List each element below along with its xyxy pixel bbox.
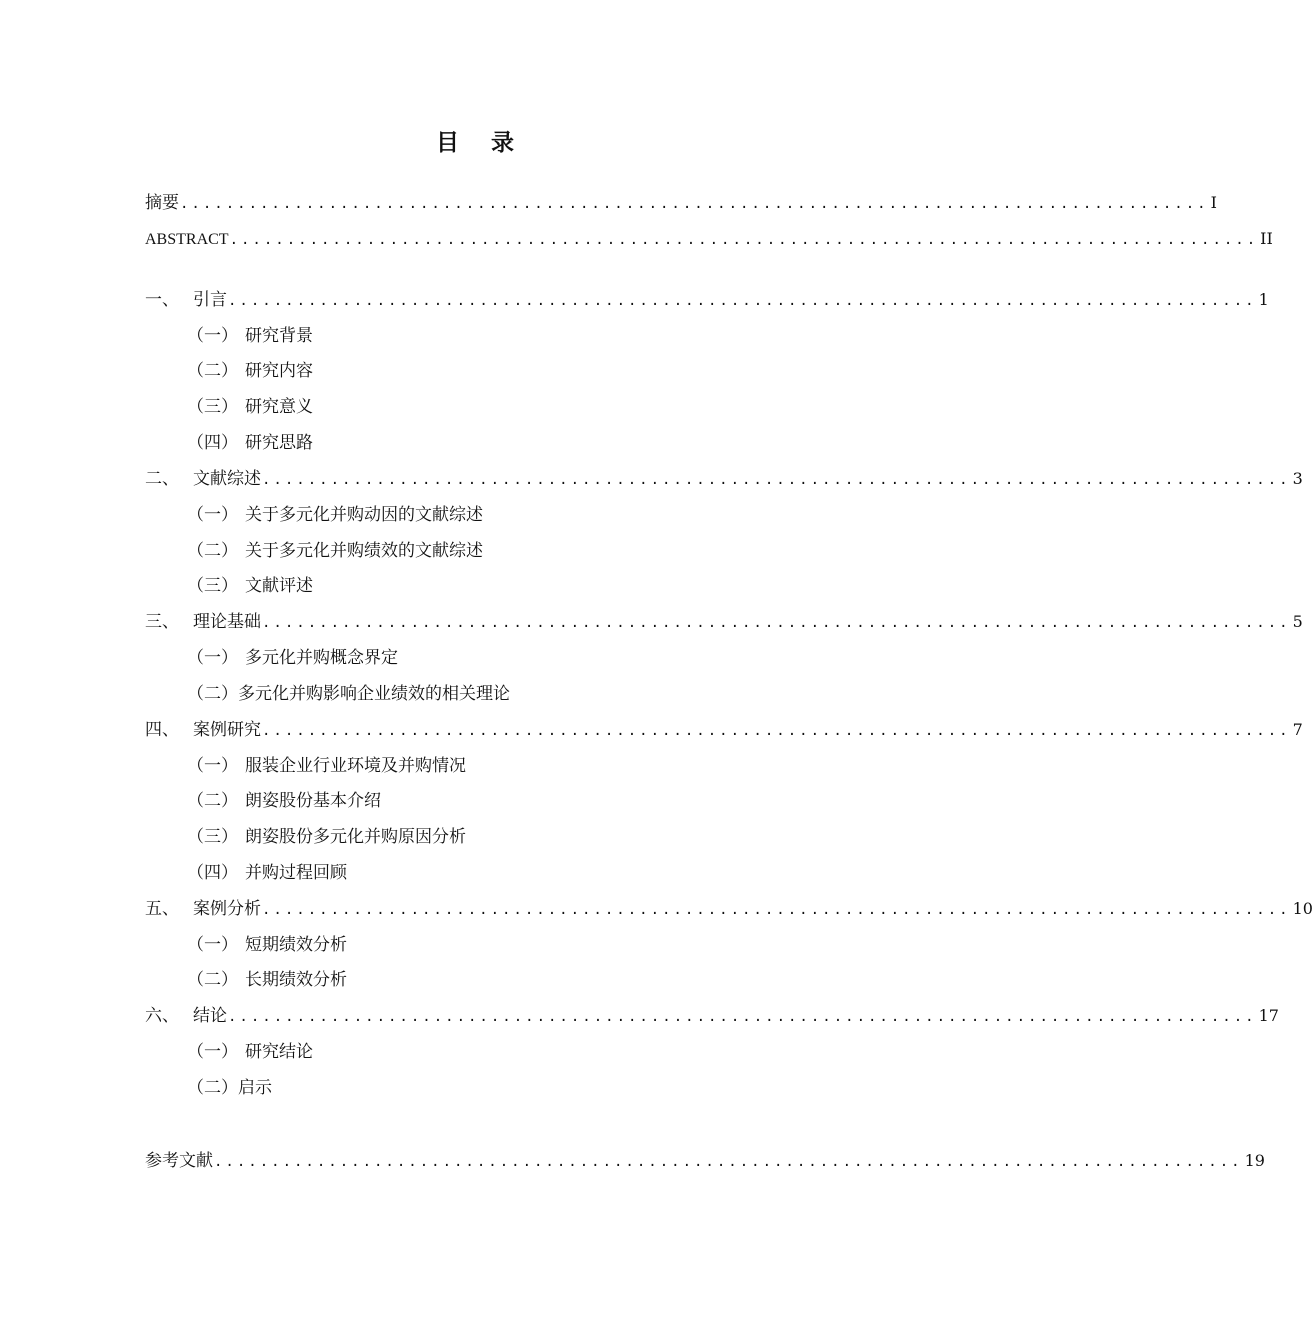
dot-leader: .......................................................................................... (229, 232, 1259, 248)
subsection-number: （四） (187, 433, 238, 453)
toc-page-number: 7 (1292, 720, 1303, 739)
chapter-number: 五、 (145, 899, 179, 919)
toc-chapter-4[interactable] (145, 718, 1303, 742)
dot-leader: .......................................................................................... (262, 902, 1291, 918)
toc-subsection[interactable] (187, 646, 807, 670)
chapter-number: 一、 (145, 290, 179, 310)
subsection-title: 服装企业行业环境及并购情况 (245, 756, 466, 776)
toc-subsection[interactable] (187, 574, 807, 598)
subsection-number: （一） (187, 756, 238, 776)
chapter-title: 文献综述 (193, 469, 261, 489)
subsection-number: （一） (187, 326, 238, 346)
toc-subsection[interactable] (187, 324, 807, 348)
subsection-number: （三） (187, 576, 238, 596)
toc-entry-label: 摘要 (145, 193, 179, 213)
toc-subsection[interactable] (187, 789, 807, 813)
dot-leader: .......................................................................................... (214, 1154, 1243, 1170)
toc-subsection[interactable] (187, 395, 807, 419)
subsection-number: （一） (187, 505, 238, 525)
chapter-title: 引言 (193, 290, 227, 310)
toc-page-number: 19 (1244, 1151, 1265, 1170)
toc-chapter-2[interactable] (145, 467, 1303, 491)
subsection-number: （三） (187, 827, 238, 847)
subsection-title: 长期绩效分析 (245, 970, 347, 990)
toc-subsection[interactable] (187, 1040, 807, 1064)
dot-leader: .......................................................................................... (228, 293, 1257, 309)
toc-entry-abstract-en[interactable] (145, 227, 1273, 251)
subsection-number: （二） (187, 361, 238, 381)
subsection-number: （二） (187, 1078, 238, 1098)
dot-leader: .......................................................................................... (262, 472, 1291, 488)
subsection-title: 短期绩效分析 (245, 935, 347, 955)
subsection-title: 文献评述 (245, 576, 313, 596)
subsection-title: 研究思路 (245, 433, 313, 453)
toc-entry-label: ABSTRACT (145, 231, 229, 248)
subsection-number: （一） (187, 935, 238, 955)
toc-page-number: 5 (1292, 612, 1303, 631)
toc-page-number: 17 (1258, 1006, 1279, 1025)
subsection-title: 朗姿股份基本介绍 (245, 791, 381, 811)
dot-leader: .......................................................................................... (262, 615, 1291, 631)
toc-title: 目 录 (435, 129, 526, 156)
toc-page-number: 1 (1258, 290, 1269, 309)
subsection-title: 朗姿股份多元化并购原因分析 (245, 827, 466, 847)
dot-leader: .......................................................................................... (228, 1009, 1257, 1025)
toc-chapter-3[interactable] (145, 610, 1303, 634)
toc-page-number: I (1210, 193, 1217, 212)
toc-subsection[interactable] (187, 1076, 807, 1100)
subsection-title: 研究意义 (245, 397, 313, 417)
subsection-title: 并购过程回顾 (245, 863, 347, 883)
subsection-title: 关于多元化并购绩效的文献综述 (245, 541, 483, 561)
toc-subsection[interactable] (187, 968, 807, 992)
toc-entry-label: 参考文献 (145, 1151, 213, 1171)
toc-subsection[interactable] (187, 503, 807, 527)
toc-subsection[interactable] (187, 754, 807, 778)
toc-subsection[interactable] (187, 933, 807, 957)
toc-page-number: 10 (1292, 899, 1313, 918)
toc-subsection[interactable] (187, 682, 807, 706)
toc-subsection[interactable] (187, 359, 807, 383)
toc-subsection[interactable] (187, 861, 807, 885)
subsection-title: 多元化并购概念界定 (245, 648, 398, 668)
toc-entry-references[interactable] (145, 1149, 1265, 1173)
subsection-title: 研究内容 (245, 361, 313, 381)
subsection-number: （一） (187, 1042, 238, 1062)
subsection-title: 启示 (238, 1078, 272, 1098)
toc-page-number: 3 (1292, 469, 1303, 488)
subsection-title: 多元化并购影响企业绩效的相关理论 (238, 684, 510, 704)
chapter-title: 案例研究 (193, 720, 261, 740)
toc-subsection[interactable] (187, 431, 807, 455)
dot-leader: .......................................................................................... (180, 196, 1209, 212)
subsection-number: （四） (187, 863, 238, 883)
toc-chapter-5[interactable] (145, 897, 1313, 921)
subsection-title: 研究结论 (245, 1042, 313, 1062)
toc-subsection[interactable] (187, 825, 807, 849)
chapter-title: 案例分析 (193, 899, 261, 919)
chapter-number: 三、 (145, 612, 179, 632)
dot-leader: .......................................................................................... (262, 723, 1291, 739)
toc-page-number: II (1260, 229, 1273, 248)
subsection-number: （三） (187, 397, 238, 417)
chapter-title: 理论基础 (193, 612, 261, 632)
subsection-number: （一） (187, 648, 238, 668)
chapter-number: 六、 (145, 1006, 179, 1026)
subsection-number: （二） (187, 684, 238, 704)
chapter-number: 二、 (145, 469, 179, 489)
chapter-title: 结论 (193, 1006, 227, 1026)
subsection-title: 研究背景 (245, 326, 313, 346)
toc-chapter-1[interactable] (145, 288, 1269, 312)
subsection-number: （二） (187, 791, 238, 811)
subsection-number: （二） (187, 970, 238, 990)
subsection-number: （二） (187, 541, 238, 561)
chapter-number: 四、 (145, 720, 179, 740)
toc-entry-abstract-cn[interactable] (145, 191, 1217, 215)
toc-chapter-6[interactable] (145, 1004, 1279, 1028)
subsection-title: 关于多元化并购动因的文献综述 (245, 505, 483, 525)
toc-subsection[interactable] (187, 539, 807, 563)
